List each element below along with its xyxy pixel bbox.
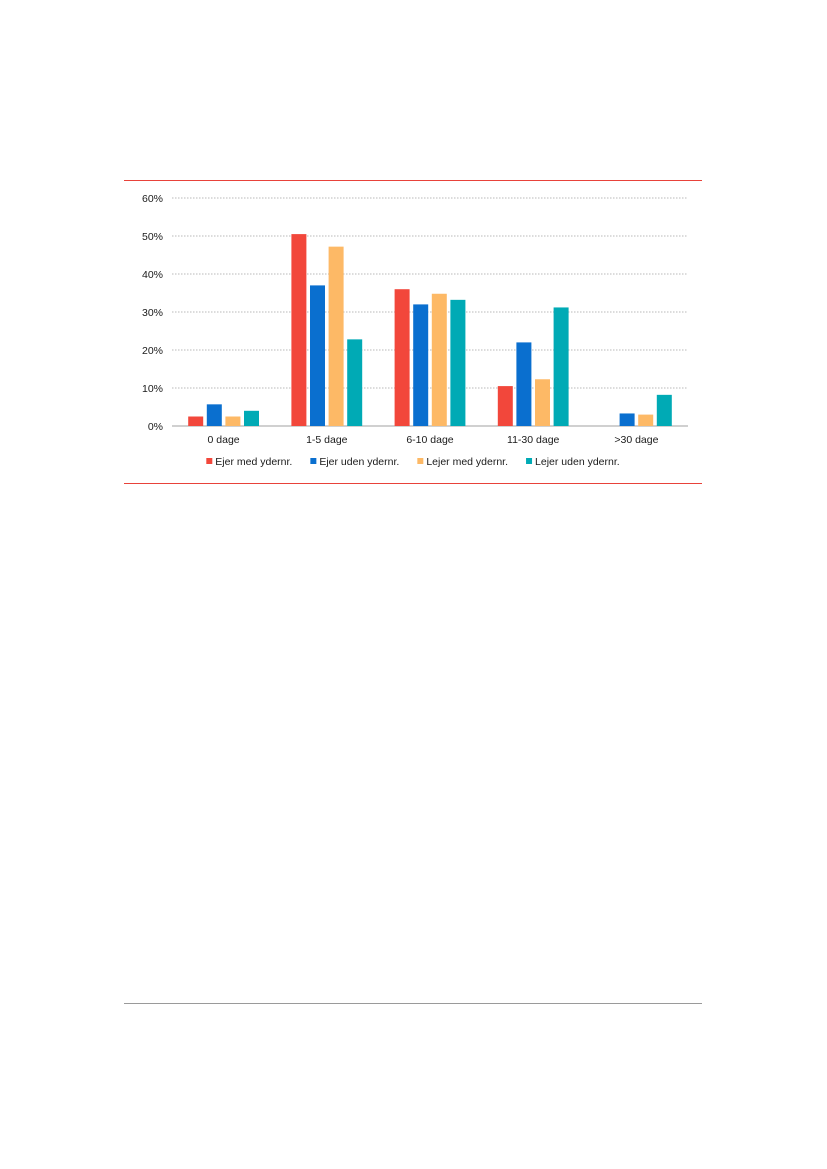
legend-swatch bbox=[310, 458, 316, 464]
bar bbox=[413, 304, 428, 426]
bar bbox=[516, 342, 531, 426]
y-tick-label: 0% bbox=[147, 420, 163, 433]
legend-label: Ejer uden ydernr. bbox=[319, 456, 400, 468]
bar bbox=[310, 285, 325, 426]
footer-rule bbox=[124, 1003, 702, 1004]
bar bbox=[554, 307, 569, 426]
legend-label: Lejer med ydernr. bbox=[426, 456, 509, 468]
y-tick-label: 60% bbox=[141, 192, 163, 205]
y-tick-label: 50% bbox=[141, 230, 163, 243]
top-rule bbox=[124, 180, 702, 181]
bar bbox=[395, 289, 410, 426]
legend bbox=[206, 456, 619, 468]
x-axis-ticks bbox=[208, 434, 659, 446]
y-axis-ticks bbox=[142, 193, 163, 433]
bar bbox=[432, 294, 447, 426]
bar bbox=[329, 247, 344, 426]
legend-swatch bbox=[206, 458, 212, 464]
bar bbox=[244, 411, 259, 426]
bar bbox=[535, 379, 550, 426]
bar bbox=[207, 404, 222, 426]
bottom-rule bbox=[124, 483, 702, 484]
x-tick-label: >30 dage bbox=[614, 434, 659, 446]
y-tick-label: 30% bbox=[141, 306, 163, 319]
bar bbox=[450, 300, 465, 426]
bar bbox=[657, 395, 672, 426]
x-tick-label: 0 dage bbox=[207, 434, 240, 446]
x-tick-label: 6-10 dage bbox=[406, 434, 454, 446]
legend-label: Lejer uden ydernr. bbox=[535, 456, 620, 468]
bars bbox=[188, 234, 672, 426]
y-tick-label: 20% bbox=[141, 344, 163, 357]
bar bbox=[225, 417, 240, 427]
y-tick-label: 40% bbox=[141, 268, 163, 281]
bar bbox=[498, 386, 513, 426]
x-tick-label: 1-5 dage bbox=[306, 434, 348, 446]
bar bbox=[188, 417, 203, 427]
bar-chart bbox=[124, 182, 702, 482]
bar bbox=[620, 413, 635, 426]
bar bbox=[638, 415, 653, 426]
y-tick-label: 10% bbox=[141, 382, 163, 395]
x-tick-label: 11-30 dage bbox=[507, 434, 560, 446]
bar bbox=[347, 339, 362, 426]
legend-swatch bbox=[417, 458, 423, 464]
bar bbox=[291, 234, 306, 426]
legend-swatch bbox=[526, 458, 532, 464]
grid-lines bbox=[172, 198, 688, 426]
legend-label: Ejer med ydernr. bbox=[215, 456, 293, 468]
